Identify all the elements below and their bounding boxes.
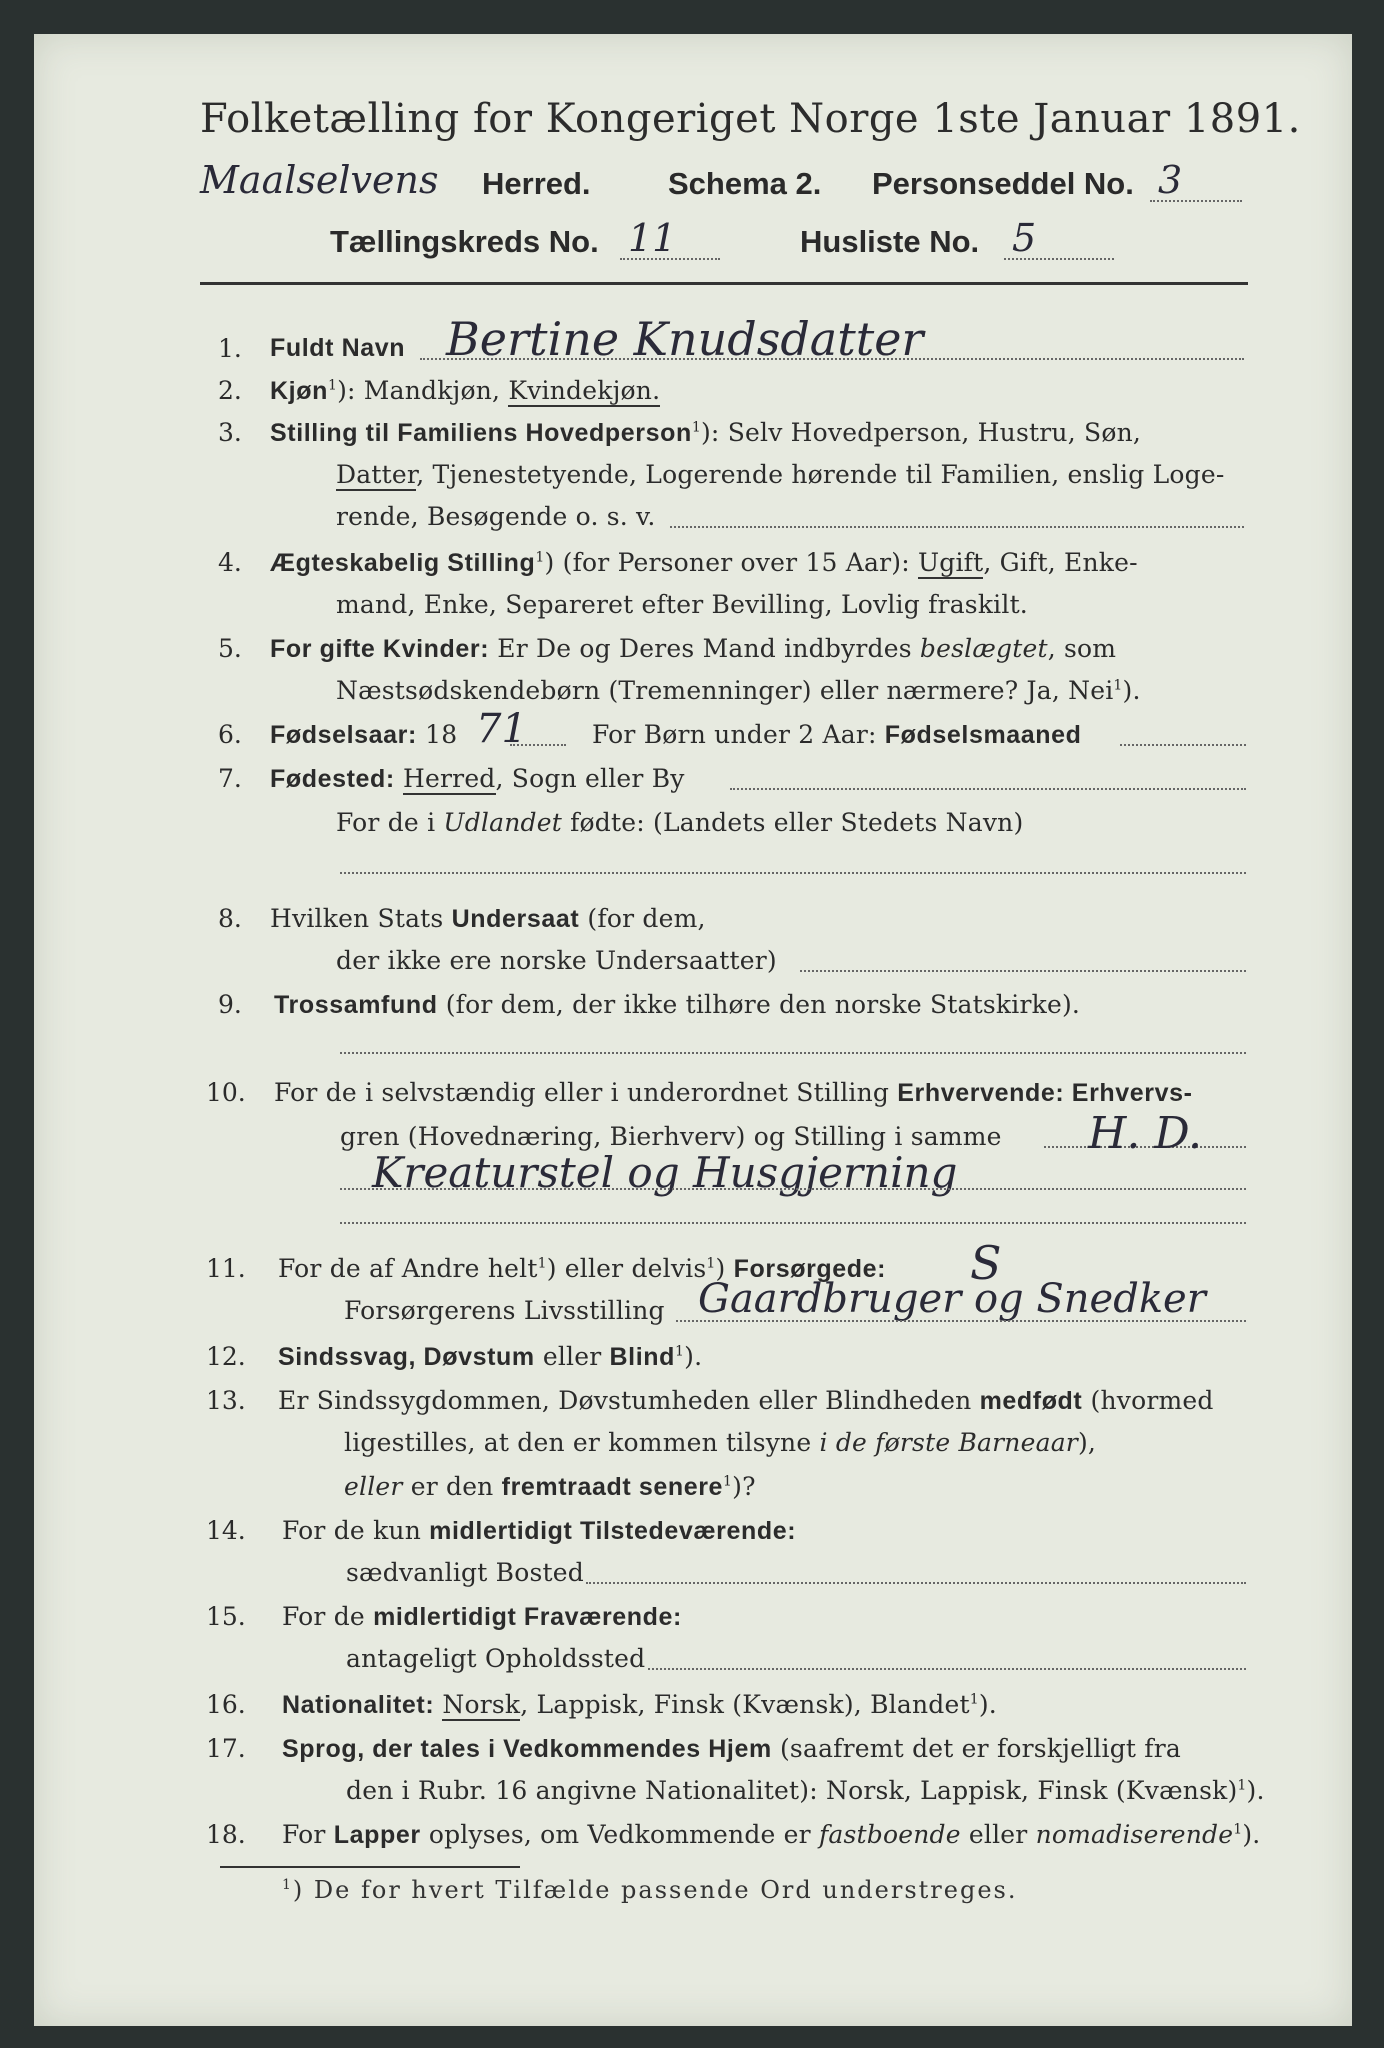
header-rule: [200, 282, 1248, 285]
q11-number: 11.: [206, 1254, 246, 1283]
q11-sup-1: 1: [537, 1255, 547, 1272]
q18-number: 18.: [206, 1820, 246, 1849]
husliste-number: 5: [1012, 216, 1037, 260]
q11-line-2: Forsørgerens Livsstilling: [344, 1296, 665, 1325]
q3-l1: ): Selv Hovedperson, Hustru, Søn,: [700, 418, 1142, 447]
q9-line: [274, 990, 1080, 1020]
q10-l1a: For de i selvstændig eller i underordnet Stilling: [274, 1078, 898, 1107]
footnote-sup: 1: [282, 1877, 293, 1893]
q8-number: 8.: [218, 904, 242, 933]
q4-sup: 1: [535, 549, 545, 566]
q6-year-prefix: 18: [416, 720, 458, 749]
q13-line-2: [344, 1428, 1096, 1457]
q18-label: Lapper: [333, 1821, 421, 1849]
q4-selected-option: Ugift: [917, 548, 984, 577]
q2-number: 2.: [218, 376, 242, 405]
q3-line-1: [270, 418, 1141, 448]
q5-line-2: [336, 676, 1141, 705]
q13-l2b: ),: [1077, 1428, 1097, 1457]
q7-selected-option: Herred: [403, 764, 496, 793]
q18-l1b: oplyses, om Vedkommende er: [420, 1820, 819, 1849]
q10-dots-3: [340, 1222, 1246, 1224]
q14-l1a: For de kun: [282, 1516, 430, 1545]
q2-label: Kjøn: [270, 377, 328, 405]
q10-dots-2: [340, 1188, 1246, 1190]
q6-mid: For Børn under 2 Aar:: [592, 720, 885, 749]
q14-line-1: [282, 1516, 796, 1546]
q17-l1b: (saafremt det er forskjelligt fra: [771, 1734, 1182, 1763]
q6-label2: Fødselsmaaned: [884, 721, 1082, 749]
q17-line-2: [346, 1776, 1265, 1805]
q10-line-2: gren (Hovednæring, Bierhverv) og Stilling i samme: [340, 1122, 1002, 1151]
q11-l1c: ): [715, 1254, 734, 1283]
q9-rest: (for dem, der ikke tilhøre den norske Statskirke).: [437, 990, 1081, 1019]
q12-sup: 1: [675, 1343, 685, 1360]
q6-line-1: [270, 720, 457, 750]
q2-selected-option: Kvindekjøn.: [508, 376, 661, 405]
q17-l2: den i Rubr. 16 angivne Nationalitet): Norsk, Lappisk, Finsk (Kvænsk): [346, 1776, 1238, 1805]
q5-line-1: [270, 634, 1116, 664]
q7-dots-1: [730, 788, 1246, 790]
q13-label2: fremtraadt senere: [501, 1473, 724, 1501]
q13-l3b: )?: [732, 1472, 756, 1501]
q13-l2i: i de første Barneaar: [819, 1428, 1078, 1457]
q8-l1b: (for dem,: [579, 904, 706, 933]
q18-l1a: For: [282, 1820, 334, 1849]
q13-label: medfødt: [979, 1387, 1083, 1415]
q11-sup-2: 1: [706, 1255, 716, 1272]
q14-line-2: sædvanligt Bosted: [346, 1558, 584, 1587]
personseddel-label: Personseddel No.: [872, 166, 1134, 201]
q12-end: ).: [684, 1342, 703, 1371]
q8-line-1: [270, 904, 706, 934]
q13-number: 13.: [206, 1386, 246, 1415]
q4-label: Ægteskabelig Stilling: [270, 549, 536, 577]
q9-label: Trossamfund: [274, 991, 438, 1019]
q13-line-1: [278, 1386, 1214, 1416]
q17-end: ).: [1246, 1776, 1265, 1805]
footnote: [282, 1876, 1017, 1904]
q11-dots: [676, 1320, 1246, 1322]
q12-number: 12.: [206, 1342, 246, 1371]
q11-hw-mark: S: [970, 1236, 1002, 1290]
q13-l1b: (hvormed: [1082, 1386, 1214, 1415]
q4-line-1: [270, 548, 1138, 578]
q11-label: Forsørgede:: [733, 1255, 887, 1283]
q11-l1a: For de af Andre helt: [278, 1254, 538, 1283]
q15-label: midlertidigt Fraværende:: [373, 1603, 682, 1631]
q5-l1: Er De og Deres Mand indbyrdes: [489, 634, 920, 663]
q13-l2a: ligestilles, at den er kommen tilsyne: [344, 1428, 820, 1457]
q3-l2: , Tjenestetyende, Logerende hørende til Familien, enslig Loge-: [416, 460, 1225, 489]
q16-number: 16.: [206, 1690, 246, 1719]
q12-label2: Blind: [609, 1343, 676, 1371]
q3-line-3: rende, Besøgende o. s. v.: [336, 502, 656, 531]
q7-rest: , Sogn eller By: [495, 764, 685, 793]
q11-hw-provider: Gaardbruger og Snedker: [698, 1276, 1206, 1322]
q4-line-2: mand, Enke, Separeret efter Bevilling, Lovlig fraskilt.: [336, 590, 1028, 619]
q15-line-2: antageligt Opholdssted: [346, 1644, 646, 1673]
q3-dots: [670, 526, 1244, 528]
q3-number: 3.: [218, 418, 242, 447]
husliste-dots: [1004, 258, 1114, 260]
q16-selected-option: Norsk: [442, 1690, 521, 1719]
q3-line-2: [336, 460, 1224, 489]
q14-number: 14.: [206, 1516, 246, 1545]
q7-l2b: fødte: (Landets eller Stedets Navn): [561, 808, 1024, 837]
q3-selected-option: Datter: [336, 460, 417, 489]
q12-mid: eller: [534, 1342, 610, 1371]
q4-l1: ) (for Personer over 15 Aar):: [544, 548, 918, 577]
personseddel-dots: [1150, 200, 1242, 202]
q5-number: 5.: [218, 634, 242, 663]
q16-label: Nationalitet:: [282, 1691, 435, 1719]
q18-line: [282, 1820, 1260, 1850]
q5-l1-italic: beslægtet: [919, 634, 1048, 663]
q10-hw-occupation: Kreaturstel og Husgjerning: [372, 1148, 958, 1197]
q7-l2a: For de i: [336, 808, 444, 837]
q4-l1b: , Gift, Enke-: [983, 548, 1138, 577]
q8-l1a: Hvilken Stats: [270, 904, 452, 933]
q2-sup: 1: [327, 377, 338, 394]
q6-label: Fødselsaar:: [270, 721, 417, 749]
q6-year-handwritten: 71: [476, 706, 527, 752]
q5-l1b: , som: [1047, 634, 1117, 663]
form-title: Folketælling for Kongeriget Norge 1ste Januar 1891.: [200, 96, 1301, 142]
q10-number: 10.: [206, 1078, 246, 1107]
q3-label: Stilling til Familiens Hovedperson: [270, 419, 692, 447]
q13-line-3: [344, 1472, 756, 1502]
q6-number: 6.: [218, 720, 242, 749]
q15-line-1: [282, 1602, 682, 1632]
herred-label: Herred.: [482, 166, 591, 201]
husliste-label: Husliste No.: [800, 224, 980, 259]
footnote-text: ) De for hvert Tilfælde passende Ord understreges.: [292, 1876, 1018, 1904]
q14-label: midlertidigt Tilstedeværende:: [429, 1517, 797, 1545]
q4-number: 4.: [218, 548, 242, 577]
schema-label: Schema 2.: [668, 166, 822, 201]
q7-line-2: [336, 808, 1023, 837]
q8-line-2: der ikke ere norske Undersaatter): [336, 946, 777, 975]
q16-end: ).: [978, 1690, 997, 1719]
q18-sup: 1: [1233, 1821, 1243, 1838]
q1-dots: [420, 358, 1244, 360]
q17-label: Sprog, der tales i Vedkommendes Hjem: [282, 1735, 772, 1763]
q10-line-1: [274, 1078, 1193, 1108]
q15-dots: [648, 1668, 1246, 1670]
q8-label: Undersaat: [451, 905, 580, 933]
q13-l1a: Er Sindssygdommen, Døvstumheden eller Blindheden: [278, 1386, 980, 1415]
q1-name-handwritten: Bertine Knudsdatter: [446, 312, 924, 366]
q14-dots: [586, 1582, 1246, 1584]
q5-sup: 1: [1113, 677, 1123, 694]
q10-label: Erhvervende: Erhvervs-: [897, 1079, 1193, 1107]
q1-label: Fuldt Navn: [270, 334, 406, 362]
q9-dots: [340, 1052, 1246, 1054]
q12-line: [278, 1342, 702, 1372]
q5-label: For gifte Kvinder:: [270, 635, 490, 663]
q16-line: [282, 1690, 997, 1720]
q8-dots: [800, 970, 1246, 972]
q11-l1b: ) eller delvis: [546, 1254, 707, 1283]
personseddel-number: 3: [1158, 158, 1183, 202]
q5-l2: Næstsødskendebørn (Tremenninger) eller nærmere? Ja, Nei: [336, 676, 1114, 705]
q9-number: 9.: [218, 990, 242, 1019]
q18-end: ).: [1242, 1820, 1261, 1849]
q18-l1c: eller: [960, 1820, 1036, 1849]
q13-sup: 1: [723, 1473, 733, 1490]
q18-italic-2: nomadiserende: [1035, 1820, 1234, 1849]
q3-sup: 1: [691, 419, 701, 436]
q5-l2b: ).: [1122, 676, 1141, 705]
q13-l3i: eller: [344, 1472, 403, 1501]
q1-number: 1.: [218, 334, 242, 363]
q16-rest: , Lappisk, Finsk (Kvænsk), Blandet: [520, 1690, 970, 1719]
footnote-rule: [220, 1866, 520, 1868]
q17-number: 17.: [206, 1734, 246, 1763]
kreds-number: 11: [628, 216, 677, 260]
q12-label: Sindssvag, Døvstum: [278, 1343, 535, 1371]
q6-line-2: [592, 720, 1082, 750]
q7-l2i: Udlandet: [443, 808, 562, 837]
q7-line-1: [270, 764, 685, 794]
q6-dots-1: [510, 744, 566, 746]
q7-dots-2: [340, 872, 1246, 874]
q10-hw-code: H. D.: [1088, 1108, 1203, 1159]
herred-handwritten: Maalselvens: [200, 158, 439, 202]
q15-l1a: For de: [282, 1602, 374, 1631]
q7-number: 7.: [218, 764, 242, 793]
q2-rest: ): Mandkjøn,: [337, 376, 509, 405]
q17-sup: 1: [1237, 1777, 1247, 1794]
kreds-dots: [620, 258, 720, 260]
q7-label: Fødested:: [270, 765, 395, 793]
q13-l3a: er den: [402, 1472, 502, 1501]
q18-italic-1: fastboende: [818, 1820, 961, 1849]
q6-dots-2: [1120, 744, 1246, 746]
q17-line-1: [282, 1734, 1181, 1764]
kreds-label: Tællingskreds No.: [330, 224, 599, 259]
q2-line: [270, 376, 660, 406]
q15-number: 15.: [206, 1602, 246, 1631]
q16-sup: 1: [969, 1691, 979, 1708]
